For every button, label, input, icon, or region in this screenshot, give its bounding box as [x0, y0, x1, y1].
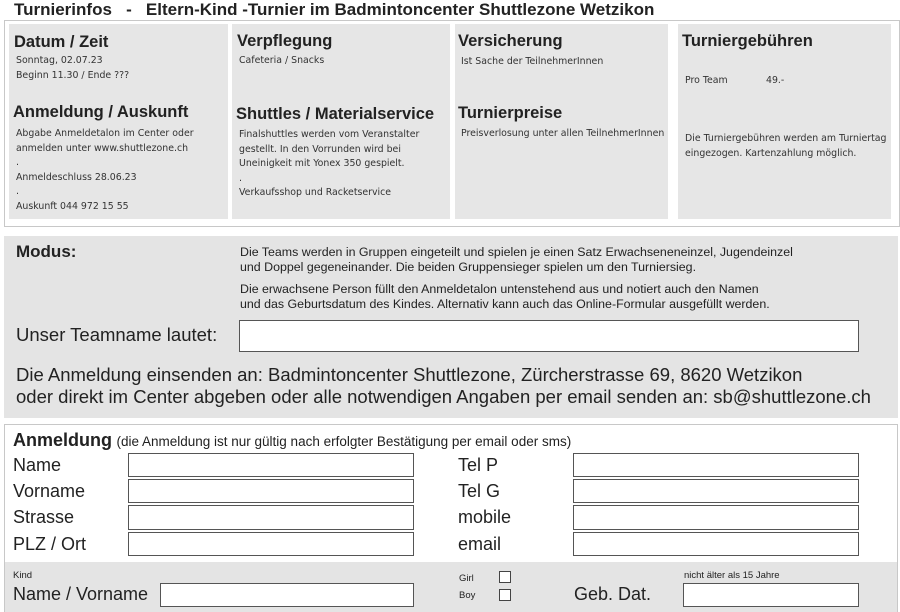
card-gebuehren: [678, 24, 891, 219]
modus-paragraph-1: Die Teams werden in Gruppen eingeteilt und spielen je einen Satz Erwachseneneinzel, Jugendeinzel und Doppel gegeneinander. Die beiden Gruppensieger spielen um den Turniersieg.: [240, 245, 793, 274]
kid-name-label: Name / Vorname: [13, 584, 149, 604]
versicherung-heading: Versicherung: [458, 32, 563, 50]
tel-g-label: Tel G: [458, 481, 501, 501]
vorname-input[interactable]: [128, 479, 414, 503]
tel-p-label: Tel P: [458, 455, 499, 475]
name-input[interactable]: [128, 453, 414, 477]
tel-g-input[interactable]: [573, 479, 859, 503]
geb-dat-input[interactable]: [683, 583, 859, 607]
geb-dat-label: Geb. Dat.: [574, 584, 652, 604]
strasse-label: Strasse: [13, 507, 75, 527]
team-price: 49.-: [766, 75, 785, 86]
verpflegung-heading: Verpflegung: [237, 32, 333, 50]
girl-label: Girl: [459, 573, 474, 584]
turnierpreise-text: Preisverlosung unter allen TeilnehmerInnen: [461, 128, 665, 139]
age-note: nicht älter als 15 Jahre: [684, 570, 780, 581]
vorname-label: Vorname: [13, 481, 86, 501]
boy-label: Boy: [459, 590, 476, 601]
girl-checkbox[interactable]: [499, 571, 511, 583]
tel-p-input[interactable]: [573, 453, 859, 477]
verpflegung-text: Cafeteria / Snacks: [239, 55, 325, 66]
plz-ort-label: PLZ / Ort: [13, 534, 87, 554]
form-title: [13, 430, 571, 451]
info-section: [4, 20, 900, 227]
modus-paragraph-2: Die erwachsene Person füllt den Anmeldetalon untenstehend aus und notiert auch den Namen und das Geburtsdatum des Kindes. Alternativ kann auch das Online-Formular ausgefüllt werden.: [240, 282, 770, 311]
teamname-label: Unser Teamname lautet:: [16, 324, 218, 345]
email-input[interactable]: [573, 532, 859, 556]
shuttles-heading: Shuttles / Materialservice: [236, 105, 435, 123]
email-label: email: [458, 534, 502, 554]
mobile-input[interactable]: [573, 505, 859, 530]
datum-text: Sonntag, 02.07.23 Beginn 11.30 / Ende ???: [16, 55, 130, 81]
modus-section: [4, 236, 898, 418]
teamname-input[interactable]: [239, 320, 859, 352]
turnierpreise-heading: Turnierpreise: [458, 104, 563, 122]
gebuehren-note: Die Turniergebühren werden am Turniertag eingezogen. Kartenzahlung möglich.: [685, 133, 887, 159]
strasse-input[interactable]: [128, 505, 414, 530]
gebuehren-heading: Turniergebühren: [682, 32, 813, 50]
plz-ort-input[interactable]: [128, 532, 414, 556]
shuttles-text: Finalshuttles werden vom Veranstalter gestellt. In den Vorrunden wird bei Uneinigkeit mit Yonex 350 gespielt. . Verkaufsshop und Racketservice: [239, 129, 420, 199]
send-line-1: Die Anmeldung einsenden an: Badmintoncenter Shuttlezone, Zürcherstrasse 69, 8620 Wetzikon: [16, 364, 803, 385]
card-datum-anmeldung: [9, 24, 228, 219]
mobile-label: mobile: [458, 507, 512, 527]
card-versicherung-preise: [455, 24, 668, 219]
anmeldung-heading: Anmeldung / Auskunft: [13, 103, 189, 121]
versicherung-text: Ist Sache der TeilnehmerInnen: [461, 56, 604, 67]
page-title: Turnierinfos - Eltern-Kind -Turnier im Badmintoncenter Shuttlezone Wetzikon: [14, 0, 655, 19]
modus-heading: Modus:: [16, 242, 77, 261]
team-label: Pro Team: [685, 75, 728, 86]
form-subheading: (die Anmeldung ist nur gültig nach erfolgter Bestätigung per email oder sms): [116, 434, 572, 449]
kid-section-label: Kind: [13, 570, 33, 581]
name-label: Name: [13, 455, 62, 475]
form-heading: Anmeldung: [13, 430, 112, 450]
datum-heading: Datum / Zeit: [14, 33, 109, 51]
send-line-2: oder direkt im Center abgeben oder alle notwendigen Angaben per email senden an: sb@shuttlezone.ch: [16, 386, 871, 407]
kid-name-input[interactable]: [160, 583, 414, 607]
boy-checkbox[interactable]: [499, 589, 511, 601]
anmeldung-text: Abgabe Anmeldetalon im Center oder anmelden unter www.shuttlezone.ch . Anmeldeschluss 28.06.23 . Auskunft 044 972 15 55: [16, 128, 194, 212]
card-verpflegung-shuttles: [232, 24, 450, 219]
